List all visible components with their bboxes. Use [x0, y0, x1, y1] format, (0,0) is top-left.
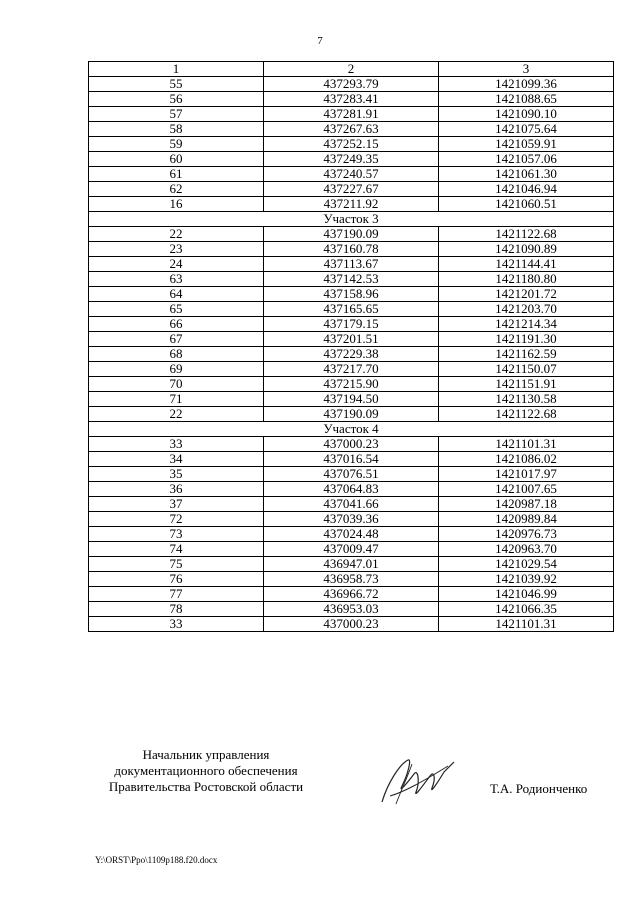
table-row: [89, 527, 614, 542]
point-number: 57: [89, 107, 264, 122]
section-title: Участок 4: [89, 422, 614, 437]
coordinate-x: 437190.09: [264, 407, 439, 422]
coordinate-x: 437179.15: [264, 317, 439, 332]
column-header: 3: [439, 62, 614, 77]
coordinate-x: 437000.23: [264, 617, 439, 632]
coordinate-x: 437039.36: [264, 512, 439, 527]
coordinate-x: 437229.38: [264, 347, 439, 362]
table-row: [89, 392, 614, 407]
point-number: 69: [89, 362, 264, 377]
coordinate-x: 437267.63: [264, 122, 439, 137]
point-number: 65: [89, 302, 264, 317]
coordinate-x: 437041.66: [264, 497, 439, 512]
coordinate-x: 436947.01: [264, 557, 439, 572]
file-path-footer: Y:\ORST\Ppo\1109p188.f20.docx: [95, 855, 218, 865]
coordinate-y: 1421130.58: [439, 392, 614, 407]
coordinate-y: 1421101.31: [439, 617, 614, 632]
coordinate-x: 437160.78: [264, 242, 439, 257]
signatory-title-line: документационного обеспечения: [114, 763, 298, 778]
coordinate-y: 1421075.64: [439, 122, 614, 137]
coordinate-y: 1421122.68: [439, 407, 614, 422]
coordinate-y: 1420963.70: [439, 542, 614, 557]
coordinate-y: 1421046.99: [439, 587, 614, 602]
coordinate-y: 1421191.30: [439, 332, 614, 347]
coordinate-y: 1421144.41: [439, 257, 614, 272]
point-number: 60: [89, 152, 264, 167]
table-row: [89, 557, 614, 572]
point-number: 70: [89, 377, 264, 392]
coordinate-y: 1421060.51: [439, 197, 614, 212]
table-row: [89, 497, 614, 512]
coordinate-y: 1421090.10: [439, 107, 614, 122]
point-number: 24: [89, 257, 264, 272]
table-row: [89, 92, 614, 107]
coordinate-x: 437249.35: [264, 152, 439, 167]
coordinate-x: 437158.96: [264, 287, 439, 302]
point-number: 34: [89, 452, 264, 467]
table-row: [89, 152, 614, 167]
coordinate-x: 437076.51: [264, 467, 439, 482]
table-row: [89, 122, 614, 137]
coordinate-y: 1421007.65: [439, 482, 614, 497]
point-number: 73: [89, 527, 264, 542]
point-number: 72: [89, 512, 264, 527]
coordinate-y: 1420976.73: [439, 527, 614, 542]
table-row: [89, 467, 614, 482]
point-number: 56: [89, 92, 264, 107]
table-row: [89, 227, 614, 242]
point-number: 23: [89, 242, 264, 257]
coordinate-x: 437016.54: [264, 452, 439, 467]
table-row: [89, 407, 614, 422]
table-row: [89, 452, 614, 467]
coordinate-x: 437281.91: [264, 107, 439, 122]
point-number: 75: [89, 557, 264, 572]
point-number: 58: [89, 122, 264, 137]
coordinate-y: 1421101.31: [439, 437, 614, 452]
point-number: 71: [89, 392, 264, 407]
coordinate-x: 437190.09: [264, 227, 439, 242]
coordinate-x: 437283.41: [264, 92, 439, 107]
coordinate-y: 1421151.91: [439, 377, 614, 392]
coordinate-x: 437293.79: [264, 77, 439, 92]
column-header: 1: [89, 62, 264, 77]
coordinate-x: 437211.92: [264, 197, 439, 212]
table-row: [89, 257, 614, 272]
coordinate-y: 1421150.07: [439, 362, 614, 377]
table-row: [89, 137, 614, 152]
point-number: 37: [89, 497, 264, 512]
signatory-name: Т.А. Родионченко: [490, 781, 588, 796]
coordinate-y: 1421039.92: [439, 572, 614, 587]
coordinate-y: 1421090.89: [439, 242, 614, 257]
signatory-title-line: Начальник управления: [142, 747, 270, 762]
point-number: 66: [89, 317, 264, 332]
table-row: [89, 542, 614, 557]
coordinate-x: 437215.90: [264, 377, 439, 392]
coordinates-table: [88, 61, 614, 632]
section-title: Участок 3: [89, 212, 614, 227]
section-row: [89, 212, 614, 227]
table-row: [89, 482, 614, 497]
coordinate-y: 1421122.68: [439, 227, 614, 242]
coordinate-x: 437142.53: [264, 272, 439, 287]
point-number: 67: [89, 332, 264, 347]
table-row: [89, 437, 614, 452]
handwritten-signature: [378, 752, 458, 810]
table-row: [89, 242, 614, 257]
table-row: [89, 587, 614, 602]
coordinate-y: 1420989.84: [439, 512, 614, 527]
coordinate-x: 437000.23: [264, 437, 439, 452]
coordinate-y: 1420987.18: [439, 497, 614, 512]
point-number: 62: [89, 182, 264, 197]
table-header-row: [89, 62, 614, 77]
column-header: 2: [264, 62, 439, 77]
coordinate-y: 1421057.06: [439, 152, 614, 167]
coordinate-y: 1421059.91: [439, 137, 614, 152]
point-number: 35: [89, 467, 264, 482]
coordinate-y: 1421046.94: [439, 182, 614, 197]
coordinate-y: 1421203.70: [439, 302, 614, 317]
coordinate-x: 437217.70: [264, 362, 439, 377]
coordinate-x: 437252.15: [264, 137, 439, 152]
coordinate-y: 1421088.65: [439, 92, 614, 107]
coordinate-y: 1421099.36: [439, 77, 614, 92]
table-row: [89, 617, 614, 632]
coordinate-x: 437194.50: [264, 392, 439, 407]
coordinate-x: 436953.03: [264, 602, 439, 617]
coordinate-x: 436958.73: [264, 572, 439, 587]
table-row: [89, 317, 614, 332]
coordinate-y: 1421162.59: [439, 347, 614, 362]
coordinate-x: 437009.47: [264, 542, 439, 557]
coordinate-y: 1421180.80: [439, 272, 614, 287]
point-number: 55: [89, 77, 264, 92]
section-row: [89, 422, 614, 437]
table-row: [89, 602, 614, 617]
coordinate-y: 1421017.97: [439, 467, 614, 482]
point-number: 78: [89, 602, 264, 617]
table-row: [89, 182, 614, 197]
coordinate-x: 437240.57: [264, 167, 439, 182]
table-row: [89, 512, 614, 527]
coordinate-x: 437201.51: [264, 332, 439, 347]
coordinate-x: 437227.67: [264, 182, 439, 197]
point-number: 74: [89, 542, 264, 557]
coordinate-x: 436966.72: [264, 587, 439, 602]
point-number: 59: [89, 137, 264, 152]
point-number: 33: [89, 617, 264, 632]
coordinate-x: 437113.67: [264, 257, 439, 272]
signatory-title: [88, 747, 324, 795]
table-row: [89, 77, 614, 92]
point-number: 63: [89, 272, 264, 287]
signatory-title-line: Правительства Ростовской области: [108, 779, 304, 794]
coordinate-y: 1421086.02: [439, 452, 614, 467]
coordinate-x: 437064.83: [264, 482, 439, 497]
point-number: 77: [89, 587, 264, 602]
point-number: 36: [89, 482, 264, 497]
point-number: 76: [89, 572, 264, 587]
table-row: [89, 197, 614, 212]
table-row: [89, 377, 614, 392]
point-number: 22: [89, 407, 264, 422]
coordinate-y: 1421061.30: [439, 167, 614, 182]
page-number: 7: [317, 35, 323, 47]
table-row: [89, 347, 614, 362]
table-row: [89, 272, 614, 287]
table-row: [89, 107, 614, 122]
coordinate-y: 1421201.72: [439, 287, 614, 302]
point-number: 22: [89, 227, 264, 242]
table-row: [89, 302, 614, 317]
point-number: 16: [89, 197, 264, 212]
point-number: 33: [89, 437, 264, 452]
point-number: 61: [89, 167, 264, 182]
point-number: 64: [89, 287, 264, 302]
coordinate-y: 1421066.35: [439, 602, 614, 617]
coordinate-y: 1421214.34: [439, 317, 614, 332]
coordinate-x: 437024.48: [264, 527, 439, 542]
table-row: [89, 362, 614, 377]
point-number: 68: [89, 347, 264, 362]
table-row: [89, 287, 614, 302]
coordinate-x: 437165.65: [264, 302, 439, 317]
table-row: [89, 167, 614, 182]
coordinate-y: 1421029.54: [439, 557, 614, 572]
table-row: [89, 572, 614, 587]
table-row: [89, 332, 614, 347]
